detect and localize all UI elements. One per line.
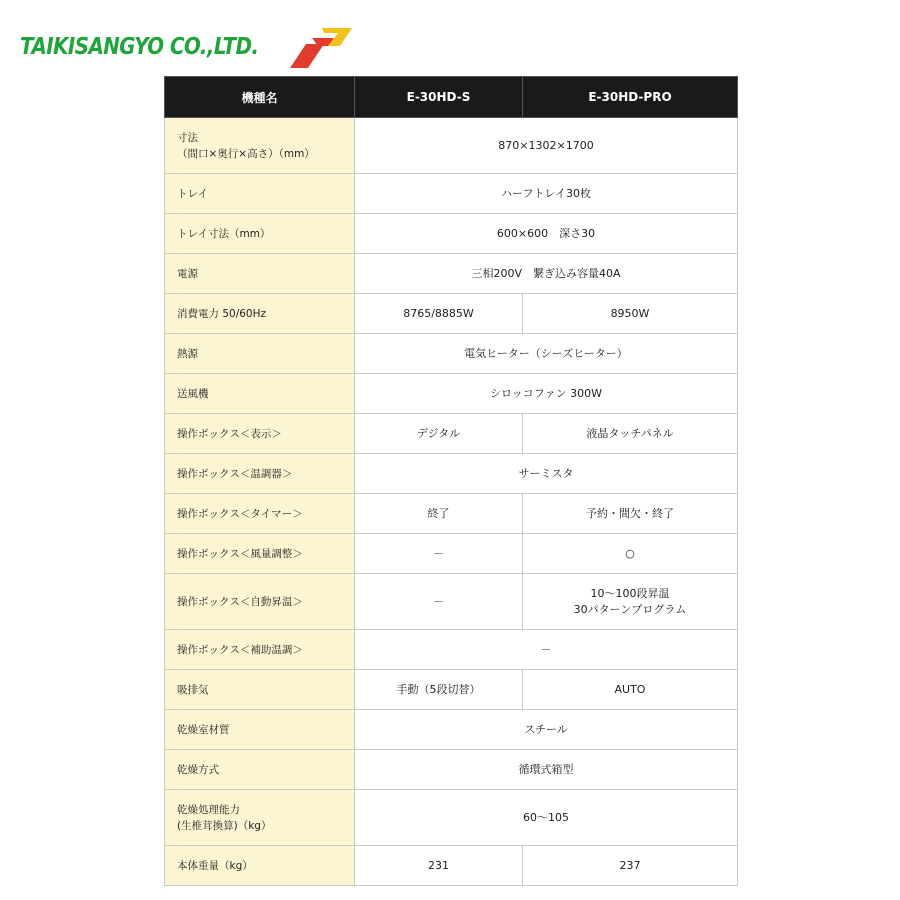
row-label: 操作ボックス＜温調器＞ <box>165 454 355 494</box>
table-header-row <box>165 77 738 118</box>
header-e30hd-pro: E-30HD-PRO <box>523 77 738 118</box>
table-cell: 終了 <box>355 494 523 534</box>
row-label: 送風機 <box>165 374 355 414</box>
table-row <box>165 534 738 574</box>
row-label: 乾燥室材質 <box>165 710 355 750</box>
header-model-name: 機種名 <box>165 77 355 118</box>
table-row <box>165 214 738 254</box>
table-row <box>165 334 738 374</box>
table-cell: 循環式箱型 <box>355 750 738 790</box>
row-label-line: (生椎茸換算)（kg） <box>177 819 272 832</box>
table-row <box>165 630 738 670</box>
table-row <box>165 374 738 414</box>
row-label-line: （間口×奥行×高さ）（mm） <box>177 147 315 160</box>
row-label: 操作ボックス＜タイマー＞ <box>165 494 355 534</box>
brand-mark-icon <box>288 24 356 70</box>
table-cell: ○ <box>523 534 738 574</box>
table-cell: 237 <box>523 846 738 886</box>
row-label: 消費電力 50/60Hz <box>165 294 355 334</box>
row-label: 操作ボックス＜補助温調＞ <box>165 630 355 670</box>
table-row <box>165 670 738 710</box>
table-cell: 電気ヒーター（シーズヒーター） <box>355 334 738 374</box>
table-row <box>165 118 738 174</box>
spec-table <box>164 76 738 886</box>
row-label: トレイ <box>165 174 355 214</box>
row-label: 本体重量（kg） <box>165 846 355 886</box>
table-row <box>165 846 738 886</box>
row-label: 操作ボックス＜風量調整＞ <box>165 534 355 574</box>
row-label: 電源 <box>165 254 355 294</box>
table-cell: 231 <box>355 846 523 886</box>
table-row <box>165 750 738 790</box>
brand-mark-red-stroke <box>290 44 324 68</box>
table-cell: 8950W <box>523 294 738 334</box>
table-row <box>165 790 738 846</box>
table-cell: シロッコファン 300W <box>355 374 738 414</box>
company-logo <box>20 22 297 72</box>
table-cell: AUTO <box>523 670 738 710</box>
table-cell: － <box>355 630 738 670</box>
row-label: トレイ寸法（mm） <box>165 214 355 254</box>
row-label-line: 寸法 <box>177 131 198 144</box>
table-cell: サーミスタ <box>355 454 738 494</box>
row-label <box>165 790 355 846</box>
table-cell: 予約・間欠・終了 <box>523 494 738 534</box>
table-cell: デジタル <box>355 414 523 454</box>
table-row <box>165 414 738 454</box>
row-label <box>165 118 355 174</box>
table-cell: ハーフトレイ30枚 <box>355 174 738 214</box>
table-row <box>165 710 738 750</box>
table-cell: 液晶タッチパネル <box>523 414 738 454</box>
row-label: 乾燥方式 <box>165 750 355 790</box>
table-cell: 60〜105 <box>355 790 738 846</box>
table-row <box>165 454 738 494</box>
company-name: TAIKISANGYO CO.,LTD. <box>20 34 259 60</box>
table-row <box>165 174 738 214</box>
row-label-line: 乾燥処理能力 <box>177 803 240 816</box>
cell-line: 30パターンプログラム <box>573 602 687 616</box>
table-cell: 8765/8885W <box>355 294 523 334</box>
table-row <box>165 574 738 630</box>
table-cell: 600×600 深さ30 <box>355 214 738 254</box>
row-label: 操作ボックス＜自動昇温＞ <box>165 574 355 630</box>
header-e30hd-s: E-30HD-S <box>355 77 523 118</box>
cell-line: 10〜100段昇温 <box>590 586 670 600</box>
row-label: 吸排気 <box>165 670 355 710</box>
table-row <box>165 494 738 534</box>
table-cell: 手動（5段切替） <box>355 670 523 710</box>
row-label: 熱源 <box>165 334 355 374</box>
table-cell: － <box>355 574 523 630</box>
table-cell: スチール <box>355 710 738 750</box>
table-row <box>165 294 738 334</box>
table-cell: － <box>355 534 523 574</box>
table-cell: 三相200V 繋ぎ込み容量40A <box>355 254 738 294</box>
table-cell: 870×1302×1700 <box>355 118 738 174</box>
table-cell <box>523 574 738 630</box>
row-label: 操作ボックス＜表示＞ <box>165 414 355 454</box>
table-row <box>165 254 738 294</box>
